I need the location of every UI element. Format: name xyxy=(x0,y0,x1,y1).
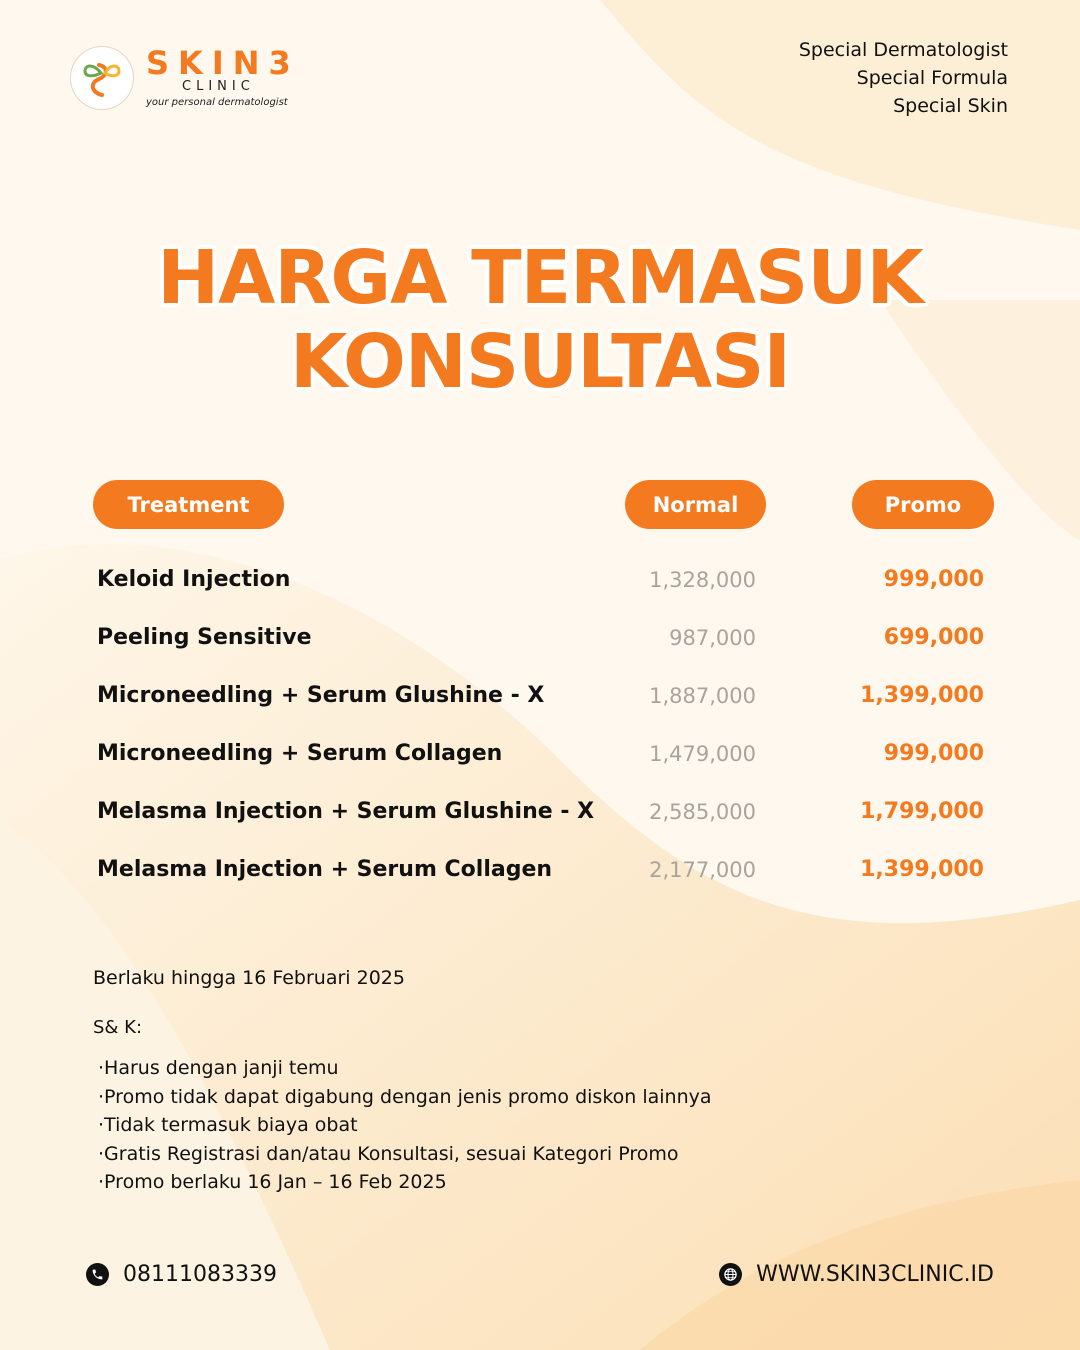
list-item: · Harus dengan janji temu xyxy=(98,1054,712,1083)
header-promo: Promo xyxy=(852,480,994,529)
treatment-name: Melasma Injection + Serum Collagen xyxy=(97,857,553,882)
table-row xyxy=(0,787,1080,845)
promo-price: 1,799,000 xyxy=(860,799,984,824)
treatment-name: Microneedling + Serum Glushine - X xyxy=(97,683,545,708)
treatment-name: Microneedling + Serum Collagen xyxy=(97,741,503,766)
website-contact[interactable] xyxy=(719,1262,994,1287)
table-row xyxy=(0,845,1080,903)
promo-price: 999,000 xyxy=(883,567,984,592)
table-row xyxy=(0,671,1080,729)
brand-sub: CLINIC xyxy=(182,79,255,94)
promo-price: 699,000 xyxy=(883,625,984,650)
headline xyxy=(0,236,1080,404)
terms-title: S& K: xyxy=(93,1017,143,1038)
list-item: · Gratis Registrasi dan/atau Konsultasi, sesuai Kategori Promo xyxy=(98,1140,712,1169)
list-item: · Promo berlaku 16 Jan – 16 Feb 2025 xyxy=(98,1168,712,1197)
phone-icon xyxy=(86,1263,109,1286)
phone-contact[interactable] xyxy=(86,1262,277,1287)
treatment-name: Melasma Injection + Serum Glushine - X xyxy=(97,799,595,824)
tagline-3: Special Skin xyxy=(893,95,1008,117)
brand-name: SKIN3 xyxy=(146,44,300,82)
normal-price: 987,000 xyxy=(669,626,756,650)
tagline-1: Special Dermatologist xyxy=(798,39,1008,61)
normal-price: 1,479,000 xyxy=(649,742,756,766)
table-row xyxy=(0,555,1080,613)
treatment-name: Keloid Injection xyxy=(97,567,291,592)
logo-emblem xyxy=(70,46,134,110)
normal-price: 2,177,000 xyxy=(649,858,756,882)
promo-price: 1,399,000 xyxy=(860,857,984,882)
table-row xyxy=(0,613,1080,671)
list-item: · Tidak termasuk biaya obat xyxy=(98,1111,712,1140)
table-row xyxy=(0,729,1080,787)
promo-price: 1,399,000 xyxy=(860,683,984,708)
globe-icon xyxy=(719,1263,742,1286)
sprout-logo-icon xyxy=(77,53,127,103)
normal-price: 1,328,000 xyxy=(649,568,756,592)
brand-tagline: your personal dermatologist xyxy=(146,97,288,108)
list-item: · Promo tidak dapat digabung dengan jenis promo diskon lainnya xyxy=(98,1083,712,1112)
tagline-2: Special Formula xyxy=(856,67,1008,89)
promo-price: 999,000 xyxy=(883,741,984,766)
price-table xyxy=(0,555,1080,903)
terms-list xyxy=(98,1054,712,1197)
headline-line-1: HARGA TERMASUK xyxy=(157,235,923,321)
phone-number[interactable]: 08111083339 xyxy=(123,1262,277,1287)
normal-price: 2,585,000 xyxy=(649,800,756,824)
header-normal: Normal xyxy=(625,480,766,529)
header-treatment: Treatment xyxy=(93,480,284,529)
headline-line-2: KONSULTASI xyxy=(290,319,790,405)
treatment-name: Peeling Sensitive xyxy=(97,625,312,650)
taglines xyxy=(799,36,1008,120)
normal-price: 1,887,000 xyxy=(649,684,756,708)
validity-text: Berlaku hingga 16 Februari 2025 xyxy=(93,967,405,989)
website-link[interactable]: WWW.SKIN3CLINIC.ID xyxy=(756,1262,994,1287)
